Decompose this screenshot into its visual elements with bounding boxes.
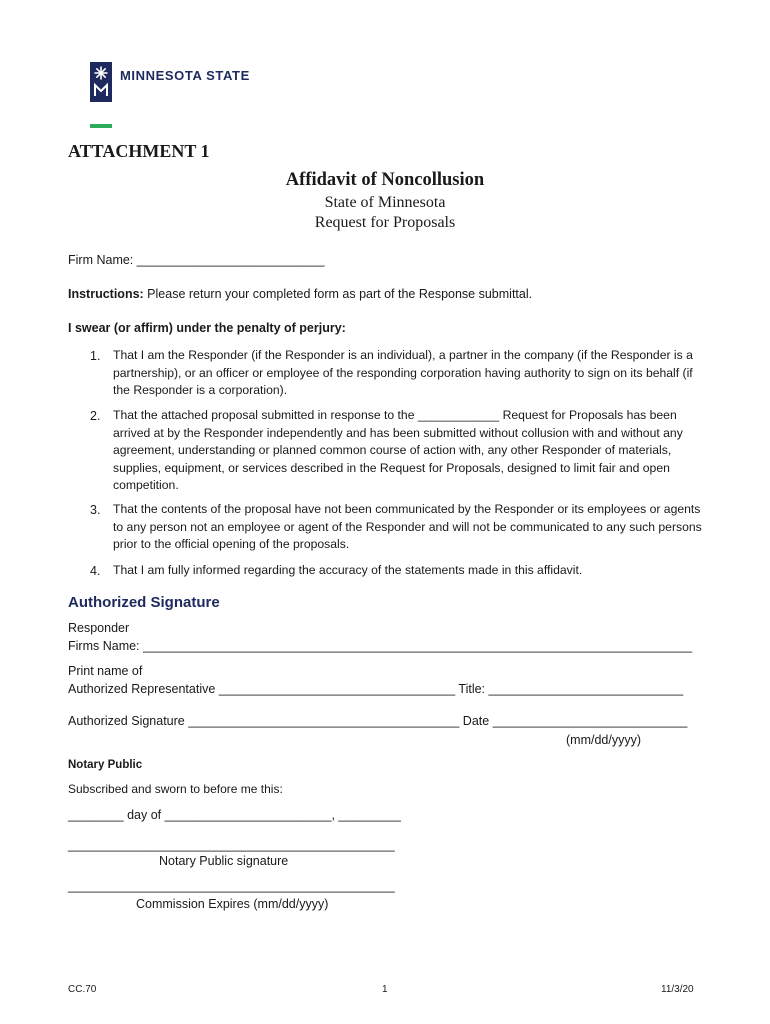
affidavit-item-3: That the contents of the proposal have not been communicated by the Responder or its employees or agents to any person not an employee or agent of the Responder and will not be communicated to any such persons prior to the official opening of the proposals. [113, 502, 702, 551]
item-number: 2. [90, 409, 101, 423]
instructions-text: Please return your completed form as part of the Response submittal. [143, 287, 533, 301]
notary-day-field[interactable]: ________ day of ________________________, _________ [68, 808, 401, 822]
firm-name-label: Firm Name: [68, 253, 137, 267]
print-name-label: Print name of [68, 664, 143, 678]
notary-signature-label: Notary Public signature [159, 854, 289, 868]
document-title: Affidavit of Noncollusion [285, 170, 485, 190]
affidavit-item-4: That I am fully informed regarding the accuracy of the statements made in this affidavit. [113, 563, 583, 577]
authorized-signature-heading: Authorized Signature [68, 594, 220, 611]
document-subtitle-rfp: Request for Proposals [314, 214, 456, 231]
commission-expires-label: Commission Expires (mm/dd/yyyy) [136, 897, 329, 911]
item-number: 4. [90, 564, 101, 578]
item-number: 1. [90, 349, 101, 363]
swear-statement: I swear (or affirm) under the penalty of perjury: [68, 321, 346, 335]
accent-divider [90, 124, 112, 128]
affidavit-item-1: That I am the Responder (if the Responder is an individual), a partner in the company (if the Responder is a partnership), or an officer or employee of the responding corporation having authority to sign on its behalf (if the Responder is a corporation). [113, 348, 693, 397]
instructions [68, 285, 532, 303]
firm-name-blank[interactable]: ___________________________ [136, 253, 325, 267]
firm-name-field[interactable] [68, 251, 324, 269]
logo-text: MINNESOTA STATE [120, 68, 250, 83]
attachment-label: ATTACHMENT 1 [68, 141, 210, 161]
footer-form-code: CC.70 [68, 984, 97, 995]
footer-date: 11/3/20 [661, 984, 694, 995]
affidavit-item-2: That the attached proposal submitted in response to the ____________ Request for Proposals has been arrived at by the Responder independently and has been submitted without collusion with and without any agreement, understanding or planned common course of action with, any other Responder of materials, supplies, equipment, or services described in the Request for Proposals, designed to limit fair and open competition. [113, 408, 683, 492]
instructions-label: Instructions: [68, 287, 144, 301]
authorized-signature-field[interactable]: Authorized Signature _______________________________________ Date ____________________________ [68, 714, 688, 728]
notary-signature-field[interactable]: _______________________________________________ [68, 838, 395, 852]
item-number: 3. [90, 503, 101, 517]
footer-page-number: 1 [382, 984, 388, 995]
authorized-representative-field[interactable]: Authorized Representative __________________________________ Title: ____________________________ [68, 682, 684, 696]
responder-label: Responder [68, 621, 130, 635]
date-format-hint: (mm/dd/yyyy) [566, 733, 641, 747]
subscribed-sworn-text: Subscribed and sworn to before me this: [68, 782, 283, 796]
minnesota-state-logo-icon [90, 62, 112, 102]
firms-name-field[interactable]: Firms Name: _______________________________________________________________________________ [68, 639, 693, 653]
document-subtitle-state: State of Minnesota [324, 194, 446, 211]
commission-expires-field[interactable]: _______________________________________________ [68, 879, 395, 893]
notary-public-heading: Notary Public [68, 759, 143, 771]
